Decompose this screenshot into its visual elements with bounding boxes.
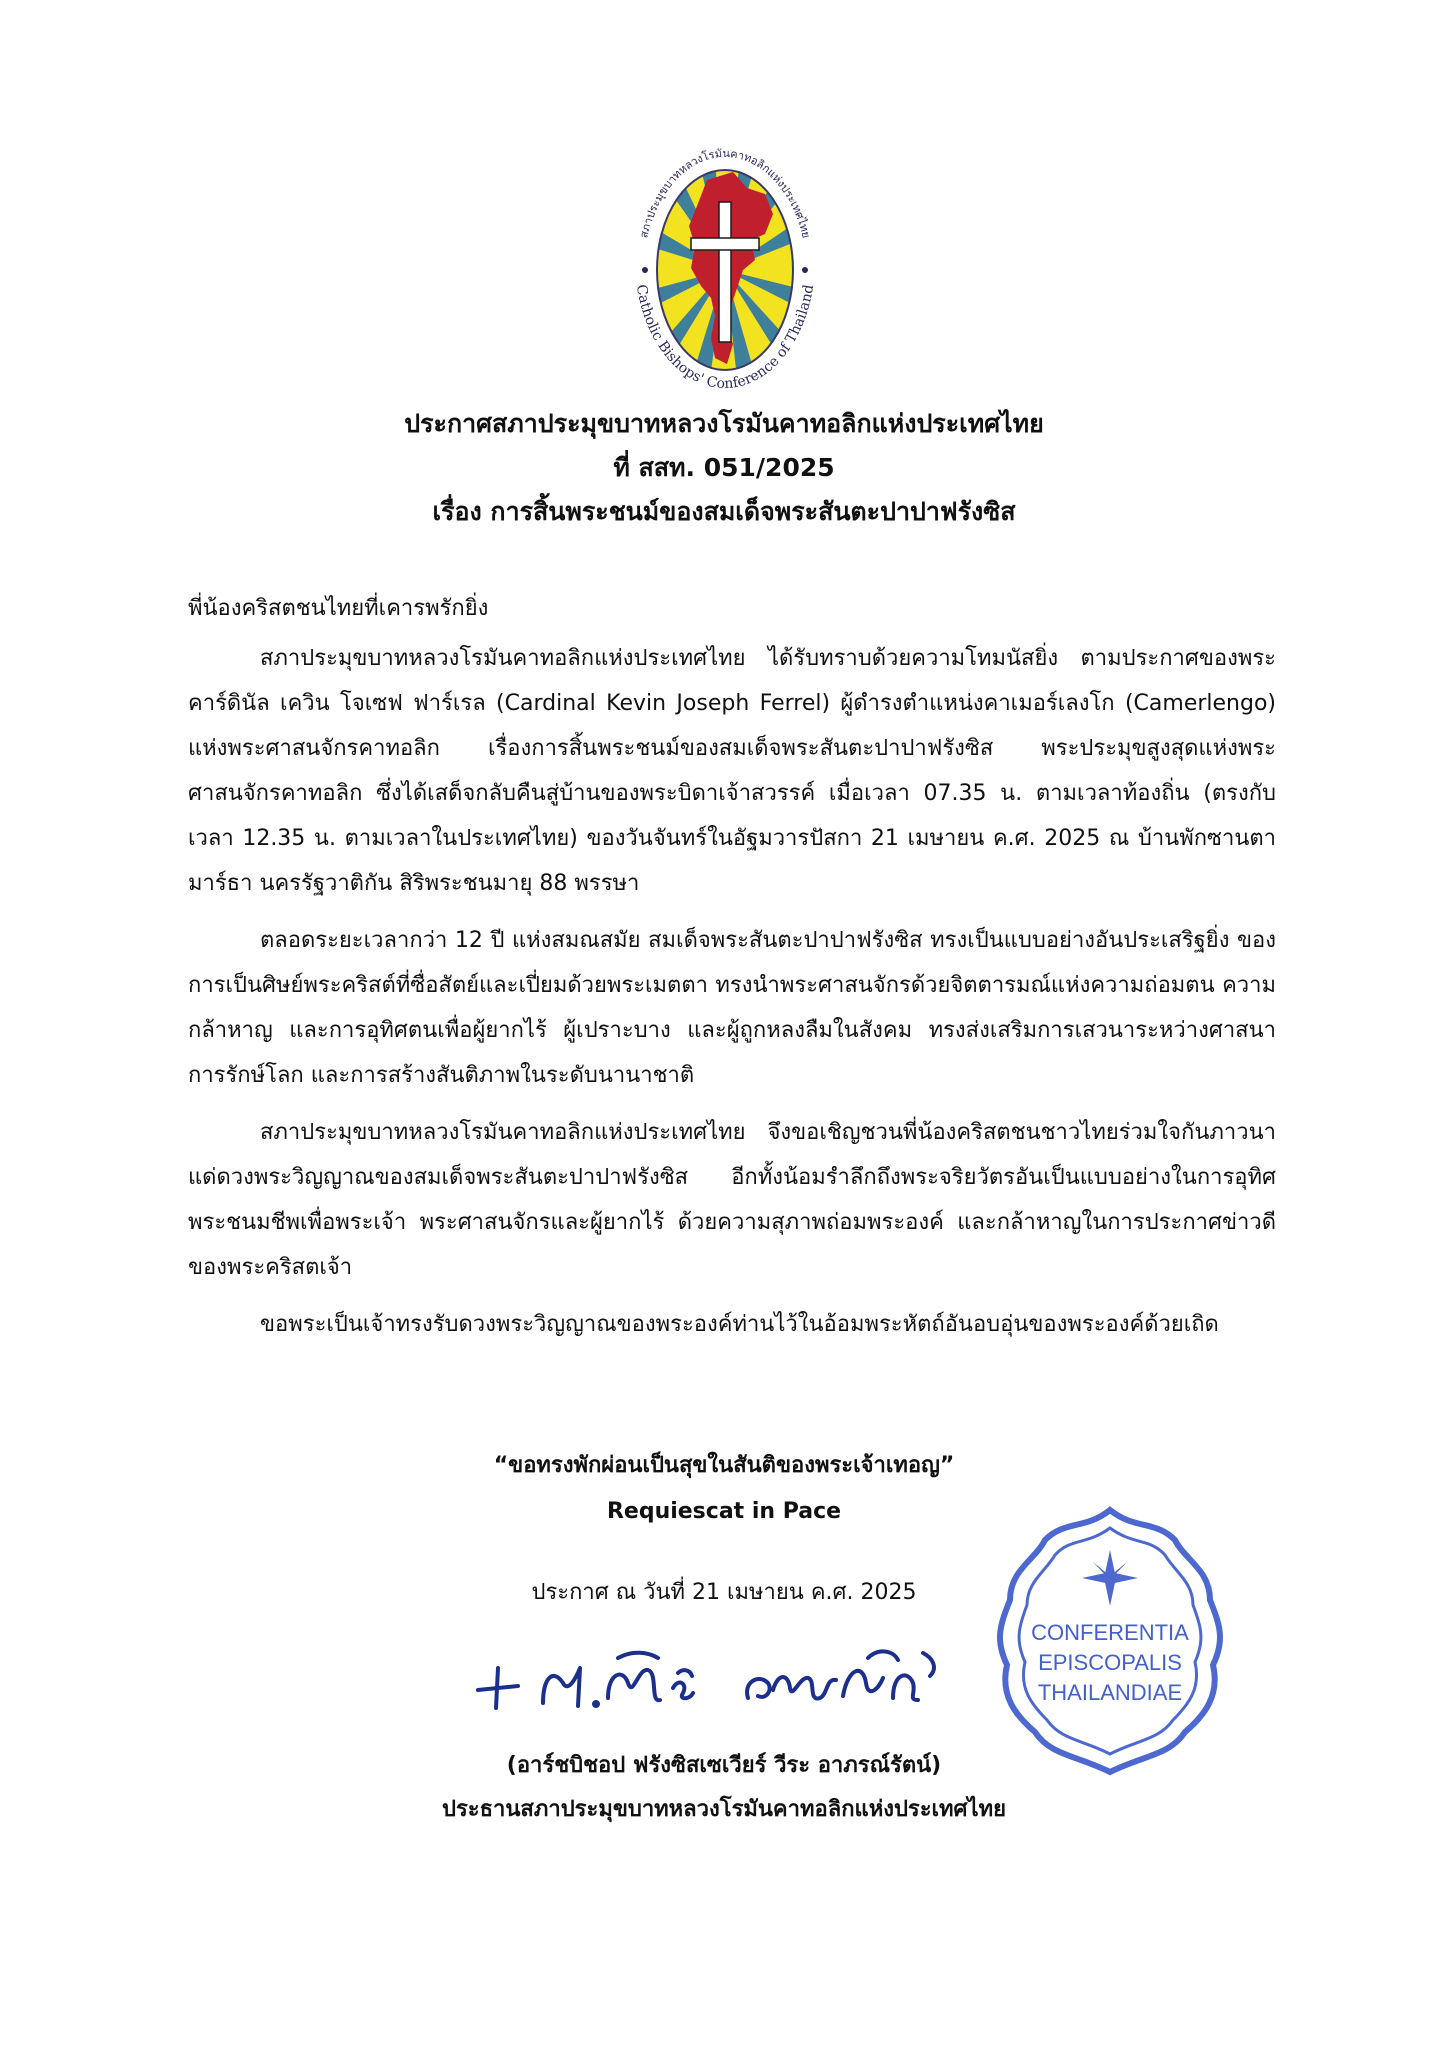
announcement-body xyxy=(188,636,1276,1359)
paragraph-1: สภาประมุขบาทหลวงโรมันคาทอลิกแห่งประเทศไทย ได้รับทราบด้วยความโทมนัสยิ่ง ตามประกาศของพระคาร์ดินัล เควิน โจเซฟ ฟาร์เรล (Cardinal Kevin Joseph Ferrel) ผู้ดำรงตำแหน่งคาเมอร์เลงโก (Camerlengo) แห่งพระศาสนจักรคาทอลิก เรื่องการสิ้นพระชนม์ของสมเด็จพระสันตะปาปาฟรังซิส พระประมุขสูงสุดแห่งพระศาสนจักรคาทอลิก ซึ่งได้เสด็จกลับคืนสู่บ้านของพระบิดาเจ้าสวรรค์ เมื่อเวลา 07.35 น. ตามเวลาท้องถิ่น (ตรงกับเวลา 12.35 น. ตามเวลาในประเทศไทย) ของวันจันทร์ในอัฐมวารปัสกา 21 เมษายน ค.ศ. 2025 ณ บ้านพักซานตามาร์ธา นครรัฐวาติกัน สิริพระชนมายุ 88 พรรษา xyxy=(188,646,1276,896)
signer-block xyxy=(0,1744,1448,1832)
seal-line-1: CONFERENTIA xyxy=(1031,1620,1189,1645)
signer-title: ประธานสภาประมุขบาทหลวงโรมันคาทอลิกแห่งประเทศไทย xyxy=(442,1797,1006,1822)
cbct-logo xyxy=(615,110,835,440)
conference-seal xyxy=(985,1500,1235,1780)
seal-line-2: EPISCOPALIS xyxy=(1038,1650,1182,1675)
signer-name: (อาร์ชบิชอป ฟรังซิสเซเวียร์ วีระ อาภรณ์รัตน์) xyxy=(506,1753,942,1778)
paragraph-3: สภาประมุขบาทหลวงโรมันคาทอลิกแห่งประเทศไทย จึงขอเชิญชวนพี่น้องคริสตชนชาวไทยร่วมใจกันภาวนาแด่ดวงพระวิญญาณของสมเด็จพระสันตะปาปาฟรังซิส อีกทั้งน้อมรำลึกถึงพระจริยวัตรอันเป็นแบบอย่างในการอุทิศพระชนมชีพเพื่อพระเจ้า พระศาสนจักรและผู้ยากไร้ ด้วยความสุภาพถ่อมพระองค์ และกล้าหาญในการประกาศข่าวดีของพระคริสตเจ้า xyxy=(188,1120,1276,1280)
logo-text-bottom: Catholic Bishops' Conference of Thailand xyxy=(632,283,818,393)
greeting: พี่น้องคริสตชนไทยที่เคารพรักยิ่ง xyxy=(188,596,489,621)
announcement-title: ประกาศสภาประมุขบาทหลวงโรมันคาทอลิกแห่งประเทศไทย xyxy=(404,409,1044,438)
announcement-header xyxy=(0,402,1448,534)
paragraph-4: ขอพระเป็นเจ้าทรงรับดวงพระวิญญาณของพระองค์ท่านไว้ในอ้อมพระหัตถ์อันอบอุ่นของพระองค์ด้วยเถิด xyxy=(260,1312,1219,1337)
announcement-date: ประกาศ ณ วันที่ 21 เมษายน ค.ศ. 2025 xyxy=(531,1580,917,1605)
handwritten-signature xyxy=(468,1628,988,1738)
announcement-number: ที่ สสท. 051/2025 xyxy=(613,453,835,482)
logo-text-top: สภาประมุขบาทหลวงโรมันคาทอลิกแห่งประเทศไทย xyxy=(637,146,813,240)
announcement-subject: เรื่อง การสิ้นพระชนม์ของสมเด็จพระสันตะปาปาฟรังซิส xyxy=(432,497,1016,526)
paragraph-2: ตลอดระยะเวลากว่า 12 ปี แห่งสมณสมัย สมเด็จพระสันตะปาปาฟรังซิส ทรงเป็นแบบอย่างอันประเสริฐยิ่ง ของการเป็นศิษย์พระคริสต์ที่ซื่อสัตย์และเปี่ยมด้วยพระเมตตา ทรงนำพระศาสนจักรด้วยจิตตารมณ์แห่งความถ่อมตน ความกล้าหาญ และการอุทิศตนเพื่อผู้ยากไร้ ผู้เปราะบาง และผู้ถูกหลงลืมในสังคม ทรงส่งเสริมการเสวนาระหว่างศาสนา การรักษ์โลก และการสร้างสันติภาพในระดับนานาชาติ xyxy=(188,928,1276,1088)
prayer-latin: Requiescat in Pace xyxy=(606,1499,842,1524)
star-cross-icon xyxy=(1082,1550,1138,1606)
seal-line-3: THAILANDIAE xyxy=(1037,1680,1183,1705)
prayer-thai: “ขอทรงพักผ่อนเป็นสุขในสันติของพระเจ้าเทอญ” xyxy=(493,1453,955,1478)
